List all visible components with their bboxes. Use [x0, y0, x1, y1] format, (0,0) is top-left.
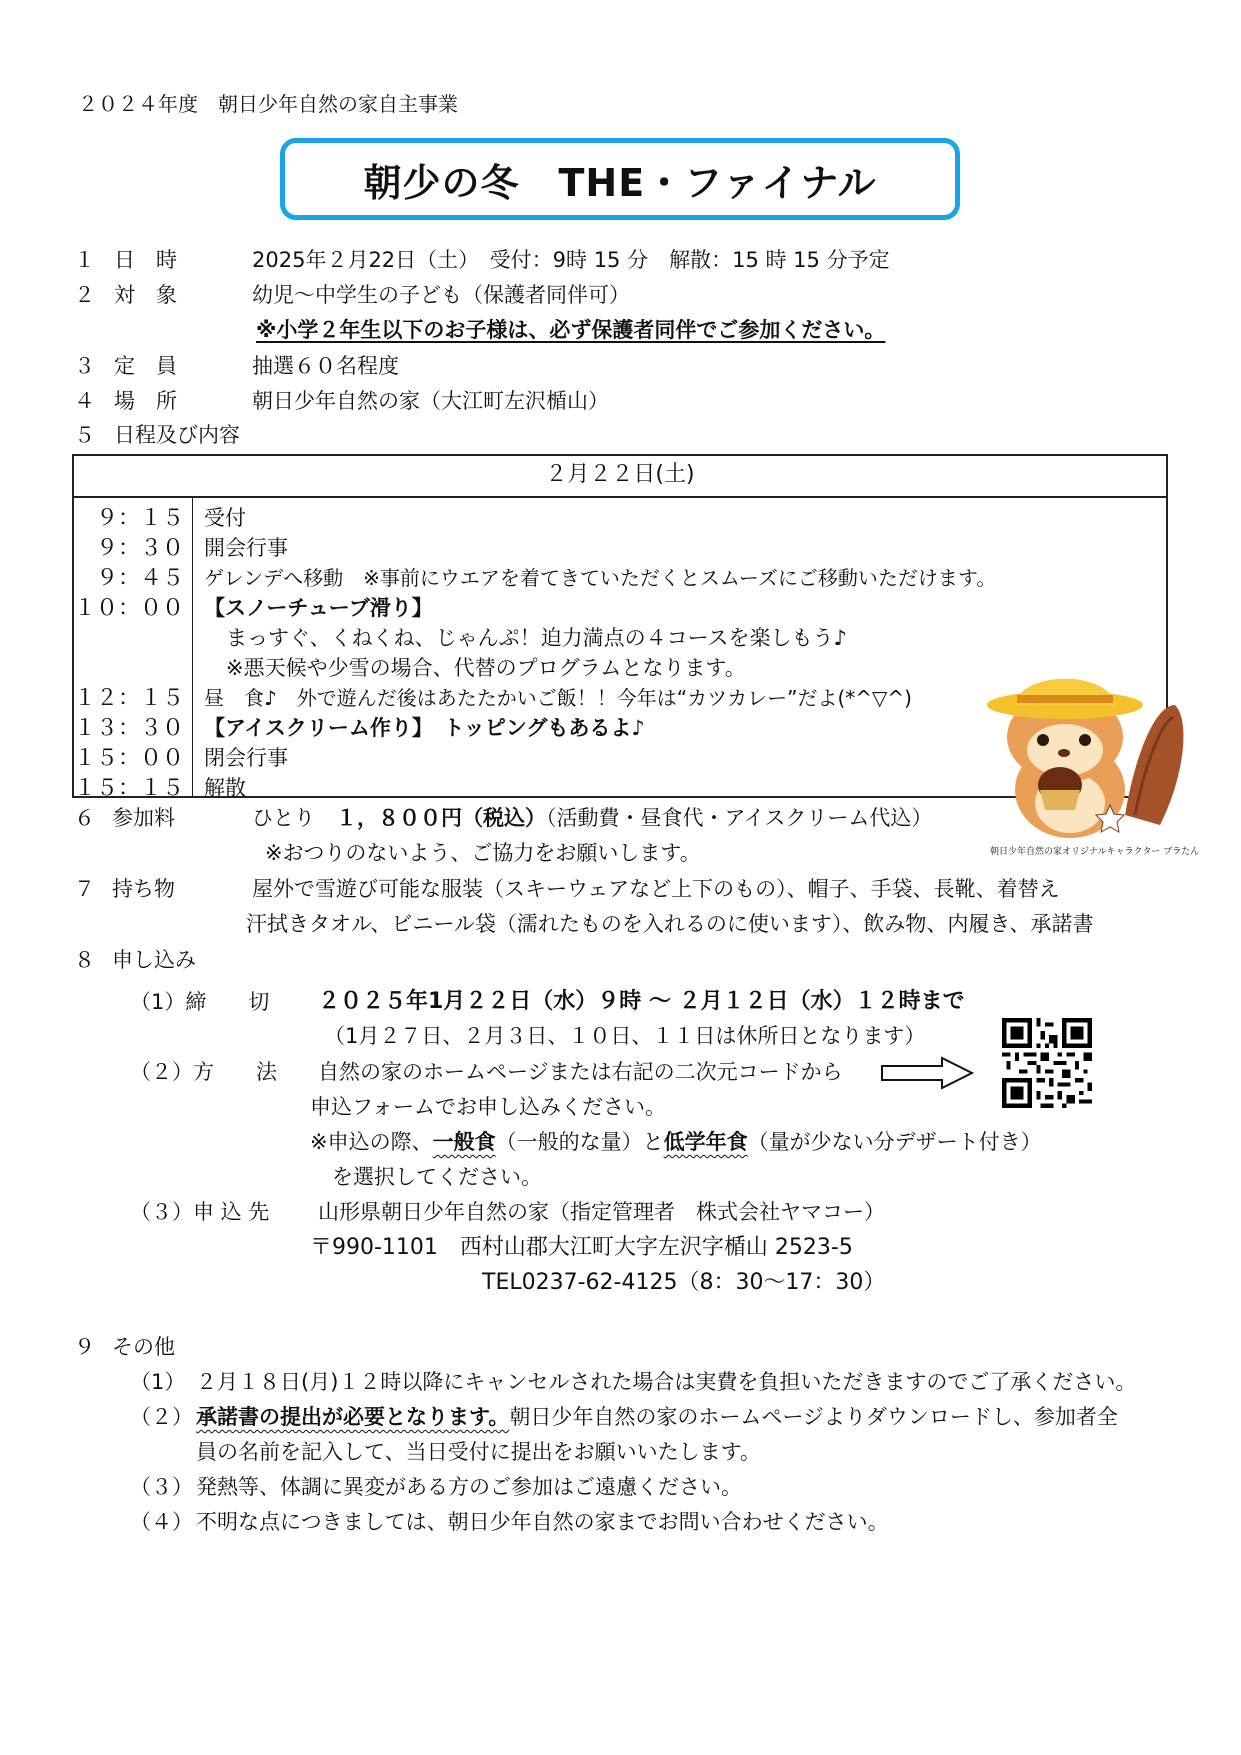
- schedule-text: ※悪天候や少雪の場合、代替のプログラムとなります。: [226, 656, 746, 680]
- method-line-2: 申込フォームでお申し込みください。: [310, 1095, 666, 1119]
- schedule-date: ２月２２日(土): [74, 456, 1166, 498]
- deadline-value: ２０２５年1月２２日（水）９時 ～ ２月１２日（水）１２時まで: [318, 989, 965, 1014]
- schedule-text: 受付: [204, 506, 246, 530]
- schedule-text: 【アイスクリーム作り】 トッピングもあるよ♪: [204, 716, 645, 740]
- section-6-label: 参加料: [112, 806, 175, 830]
- belongings-line-1: 屋外で雪遊び可能な服装（スキーウェアなど上下のもの）、帽子、手袋、長靴、着替え: [252, 877, 1060, 901]
- meal-junior-desc: （量が少ない分デザート付き）: [747, 1130, 1042, 1154]
- section-4-label: 場 所: [114, 389, 177, 413]
- schedule-text: 【スノーチューブ滑り】: [204, 596, 433, 620]
- section-8-label: 申し込み: [112, 948, 196, 972]
- fee-amount: １，８００円（税込）: [336, 806, 546, 830]
- schedule-time: ９：４５: [95, 566, 184, 591]
- section-1-number: １: [74, 248, 95, 272]
- section-3-label: 定 員: [114, 354, 177, 378]
- other-2-text: 朝日少年自然の家のホームページよりダウンロードし、参加者全: [509, 1405, 1118, 1429]
- fee-value-prefix: ひとり: [252, 806, 336, 830]
- section-4-number: ４: [74, 389, 95, 413]
- meal-standard-desc: （一般的な量）と: [495, 1130, 664, 1154]
- section-5-number: ５: [74, 423, 95, 447]
- other-2-line-1: [196, 1407, 1118, 1428]
- schedule-time: １３：３０: [74, 716, 185, 741]
- other-2-line-2: 員の名前を記入して、当日受付に提出をお願いいたします。: [196, 1440, 761, 1464]
- schedule-text: まっすぐ、くねくね、じゃんぷ！迫力満点の４コースを楽しもう♪: [226, 626, 847, 650]
- section-9-number: ９: [74, 1335, 95, 1359]
- section-2-number: ２: [74, 283, 95, 307]
- section-3-value: 抽選６０名程度: [252, 354, 399, 378]
- method-label: （２）方 法: [130, 1060, 277, 1084]
- other-4-text: 不明な点につきましては、朝日少年自然の家までお問い合わせください。: [196, 1510, 889, 1534]
- schedule-time: １０：００: [74, 596, 185, 621]
- schedule-text: 解散: [204, 776, 246, 800]
- page-subtitle: ２０２４年度 朝日少年自然の家自主事業: [78, 92, 458, 116]
- method-line-1: 自然の家のホームページまたは右記の二次元コードから: [318, 1060, 843, 1084]
- section-2-label: 対 象: [114, 283, 177, 307]
- other-3-text: 発熱等、体調に異変がある方のご参加はご遠慮ください。: [196, 1475, 742, 1499]
- section-3-number: ３: [74, 354, 95, 378]
- apply-to-line-1: 山形県朝日少年自然の家（指定管理者 株式会社ヤマコー）: [318, 1200, 885, 1224]
- schedule-time: ９：１５: [95, 506, 184, 531]
- schedule-time: １５：１５: [74, 776, 185, 801]
- schedule-text: ゲレンデへ移動 ※事前にウエアを着てきていただくとスムーズにご移動いただけます。: [204, 566, 997, 590]
- consent-required: 承諾書の提出が必要となります。: [196, 1405, 510, 1429]
- meal-junior: 低学年食: [663, 1130, 748, 1154]
- fee-line: [252, 808, 932, 829]
- apply-to-phone: TEL0237-62-4125（8：30～17：30）: [482, 1270, 886, 1295]
- fee-includes: （活動費・昼食代・アイスクリーム代込）: [546, 806, 933, 830]
- method-line-3: [310, 1132, 1042, 1153]
- apply-to-address: 〒990-1101 西村山郡大江町大字左沢字楯山 2523-5: [310, 1235, 853, 1260]
- title-box: [280, 138, 960, 220]
- qr-code[interactable]: [1002, 1018, 1092, 1108]
- other-4-number: （４）: [130, 1510, 193, 1534]
- schedule-text: 昼 食♪ 外で遊んだ後はあたたかいご飯！！今年は“カツカレー”だよ(*^▽^): [204, 686, 912, 710]
- meal-standard: 一般食: [432, 1130, 496, 1154]
- schedule-time: １２：１５: [74, 686, 185, 711]
- section-2-note: ※小学２年生以下のお子様は、必ず保護者同伴でご参加ください。: [256, 318, 886, 342]
- section-9-label: その他: [112, 1335, 175, 1359]
- other-1-text: ２月１８日(月)１２時以降にキャンセルされた場合は実費を負担いただきますのでご了承ください。: [196, 1370, 1137, 1394]
- method-line-4: を選択してください。: [332, 1165, 542, 1189]
- section-5-label: 日程及び内容: [114, 423, 240, 447]
- section-4-value: 朝日少年自然の家（大江町左沢楯山）: [252, 389, 609, 413]
- other-1-number: （1）: [130, 1370, 186, 1394]
- fee-note: ※おつりのないよう、ご協力をお願いします。: [265, 841, 701, 865]
- section-1-value: 2025年２月22日（土） 受付：9時 15 分 解散：15 時 15 分予定: [252, 248, 890, 272]
- closed-days: （1月２７日、２月３日、１０日、１１日は休所日となります）: [324, 1024, 926, 1048]
- section-6-number: ６: [74, 806, 95, 830]
- apply-to-label: （３）申 込 先: [130, 1200, 270, 1224]
- other-2-number: （２）: [130, 1405, 193, 1429]
- schedule-divider: [192, 496, 193, 798]
- arrow-right-icon: [880, 1056, 975, 1090]
- section-2-value: 幼児～中学生の子ども（保護者同伴可）: [252, 283, 630, 307]
- section-8-number: ８: [74, 948, 95, 972]
- schedule-text: 開会行事: [204, 536, 288, 560]
- mascot-illustration: [985, 665, 1185, 845]
- section-7-label: 持ち物: [112, 877, 175, 901]
- method-note-prefix: ※申込の際、: [310, 1130, 433, 1154]
- page-title: 朝少の冬 THE・ファイナル: [363, 160, 877, 205]
- schedule-time: ９：３０: [95, 536, 184, 561]
- schedule-time: １５：００: [74, 746, 185, 771]
- schedule-text: 閉会行事: [204, 746, 288, 770]
- section-7-number: ７: [74, 877, 95, 901]
- other-3-number: （３）: [130, 1475, 193, 1499]
- section-1-label: 日 時: [114, 248, 177, 272]
- mascot-caption: 朝日少年自然の家オリジナルキャラクター ブラたん: [990, 847, 1200, 857]
- belongings-line-2: 汗拭きタオル、ビニール袋（濡れたものを入れるのに使います）、飲み物、内履き、承諾書: [246, 912, 1094, 936]
- deadline-label: （1）締 切: [130, 990, 270, 1014]
